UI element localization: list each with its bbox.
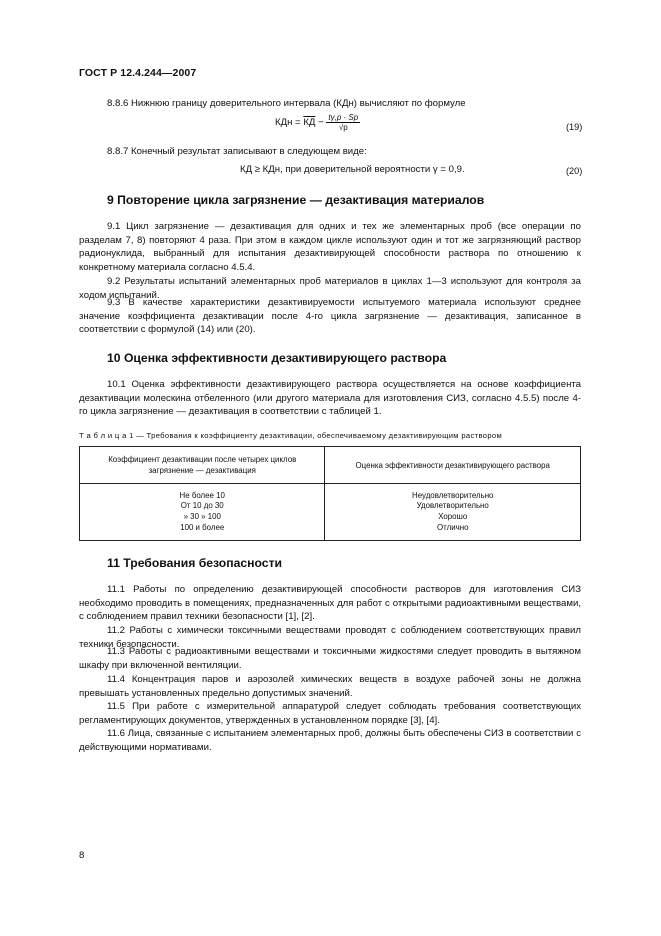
paragraph-11-2: 11.2 Работы с химически токсичными веществами проводят с соблюдением соответствующих правил техники безопасности.: [79, 625, 581, 650]
paragraph-11-6: 11.6 Лица, связанные с испытанием элементарных проб, должны быть обеспечены СИЗ в соответствии с действующими нормативами.: [79, 728, 581, 753]
paragraph-8-8-7: 8.8.7 Конечный результат записывают в следующем виде:: [107, 146, 367, 157]
paragraph-8-8-6: 8.8.6 Нижнюю границу доверительного интервала (КДн) вычисляют по формуле: [107, 98, 466, 109]
table-row: [80, 484, 581, 541]
section-10-title: 10 Оценка эффективности дезактивирующего раствора: [107, 351, 447, 365]
table-header-evaluation: Оценка эффективности дезактивирующего раствора: [325, 447, 581, 484]
paragraph-9-1: 9.1 Цикл загрязнение — дезактивация для одних и тех же элементарных проб (все операции по разделам 7, 8) повторяют 4 раза. При этом в каждом цикле используют один и тот же загрязняющий раствор радионуклида, выбранный для испытания дезактивирующей способности раствора по отношению к конкретному материала согласно 4.5.4.: [79, 221, 581, 273]
formula-19-minus: −: [318, 117, 324, 129]
formula-19-numerator: tγ,p · Sp: [328, 113, 359, 122]
table-1-caption: Т а б л и ц а 1 — Требования к коэффициенту дезактивации, обеспечиваемому дезактивирующим раствором: [79, 431, 503, 440]
formula-19-mean: КД: [303, 117, 316, 129]
table-1: [79, 446, 581, 541]
formula-20-number: (20): [566, 166, 583, 176]
page-number: 8: [79, 850, 85, 861]
paragraph-11-3: 11.3 Работы с радиоактивными веществами и токсичными жидкостями следует проводить в вытяжном шкафу при включенной вентиляции.: [79, 646, 581, 671]
table-header-row: [80, 447, 581, 484]
table-cell-evaluations: [325, 484, 581, 541]
formula-19: [275, 113, 360, 132]
paragraph-10-1: 10.1 Оценка эффективности дезактивирующего раствора осуществляется на основе коэффициента дезактивации молескина отбеленного (или другого материала для изготовления СИЗ, согласно 4.5.5) после 4-го цикла загрязнение — дезактивация в соответствии с таблицей 1.: [79, 379, 581, 418]
paragraph-11-1: 11.1 Работы по определению дезактивирующей способности растворов для изготовления СИЗ необходимо проводить в помещениях, предназначенных для работ с открытыми радиоактивными веществами, с соблюдением правил техники безопасности [1], [2].: [79, 584, 581, 623]
formula-20: КД ≥ КДн, при доверительной вероятности γ = 0,9.: [240, 164, 465, 175]
coefficient-value: От 10 до 30: [180, 501, 224, 511]
coefficient-value: Не более 10: [179, 490, 225, 500]
paragraph-9-2: 9.2 Результаты испытаний элементарных проб материалов в циклах 1—3 используют для контроля за ходом испытаний.: [79, 276, 581, 301]
section-11-title: 11 Требования безопасности: [107, 556, 283, 570]
coefficient-value: 100 и более: [180, 522, 225, 532]
paragraph-11-4: 11.4 Концентрация паров и аэрозолей химических веществ в воздухе рабочей зоны не должна превышать установленных предельно допустимых значений.: [79, 674, 581, 699]
evaluation-value: Хорошо: [438, 512, 468, 521]
formula-19-lhs: КДн =: [275, 117, 301, 129]
paragraph-11-5: 11.5 При работе с измерительной аппаратурой следует соблюдать требования соответствующих регламентирующих документов, утвержденных в установленном порядке [3], [4].: [79, 701, 581, 726]
document-header: ГОСТ Р 12.4.244—2007: [79, 67, 197, 79]
paragraph-9-3: 9.3 В качестве характеристики дезактивируемости испытуемого материала используют среднее значение коэффициента дезактивации после 4-го цикла загрязнение — дезактивация, записанное в соответствии с формулой (14) или (20).: [79, 297, 581, 336]
section-9-title: 9 Повторение цикла загрязнение — дезактивация материалов: [107, 193, 485, 207]
evaluation-value: Отлично: [437, 522, 469, 532]
formula-19-fraction: [326, 113, 360, 132]
evaluation-value: Удовлетворительно: [416, 501, 489, 511]
table-cell-coefficients: [80, 484, 325, 541]
formula-19-number: (19): [566, 122, 583, 132]
coefficient-value: » 30 » 100: [183, 512, 221, 521]
formula-19-denominator: √p: [338, 123, 348, 132]
table-header-coefficient: Коэффициент дезактивации после четырех циклов загрязнение — дезактивация: [80, 447, 325, 484]
evaluation-value: Неудовлетворительно: [412, 490, 494, 500]
